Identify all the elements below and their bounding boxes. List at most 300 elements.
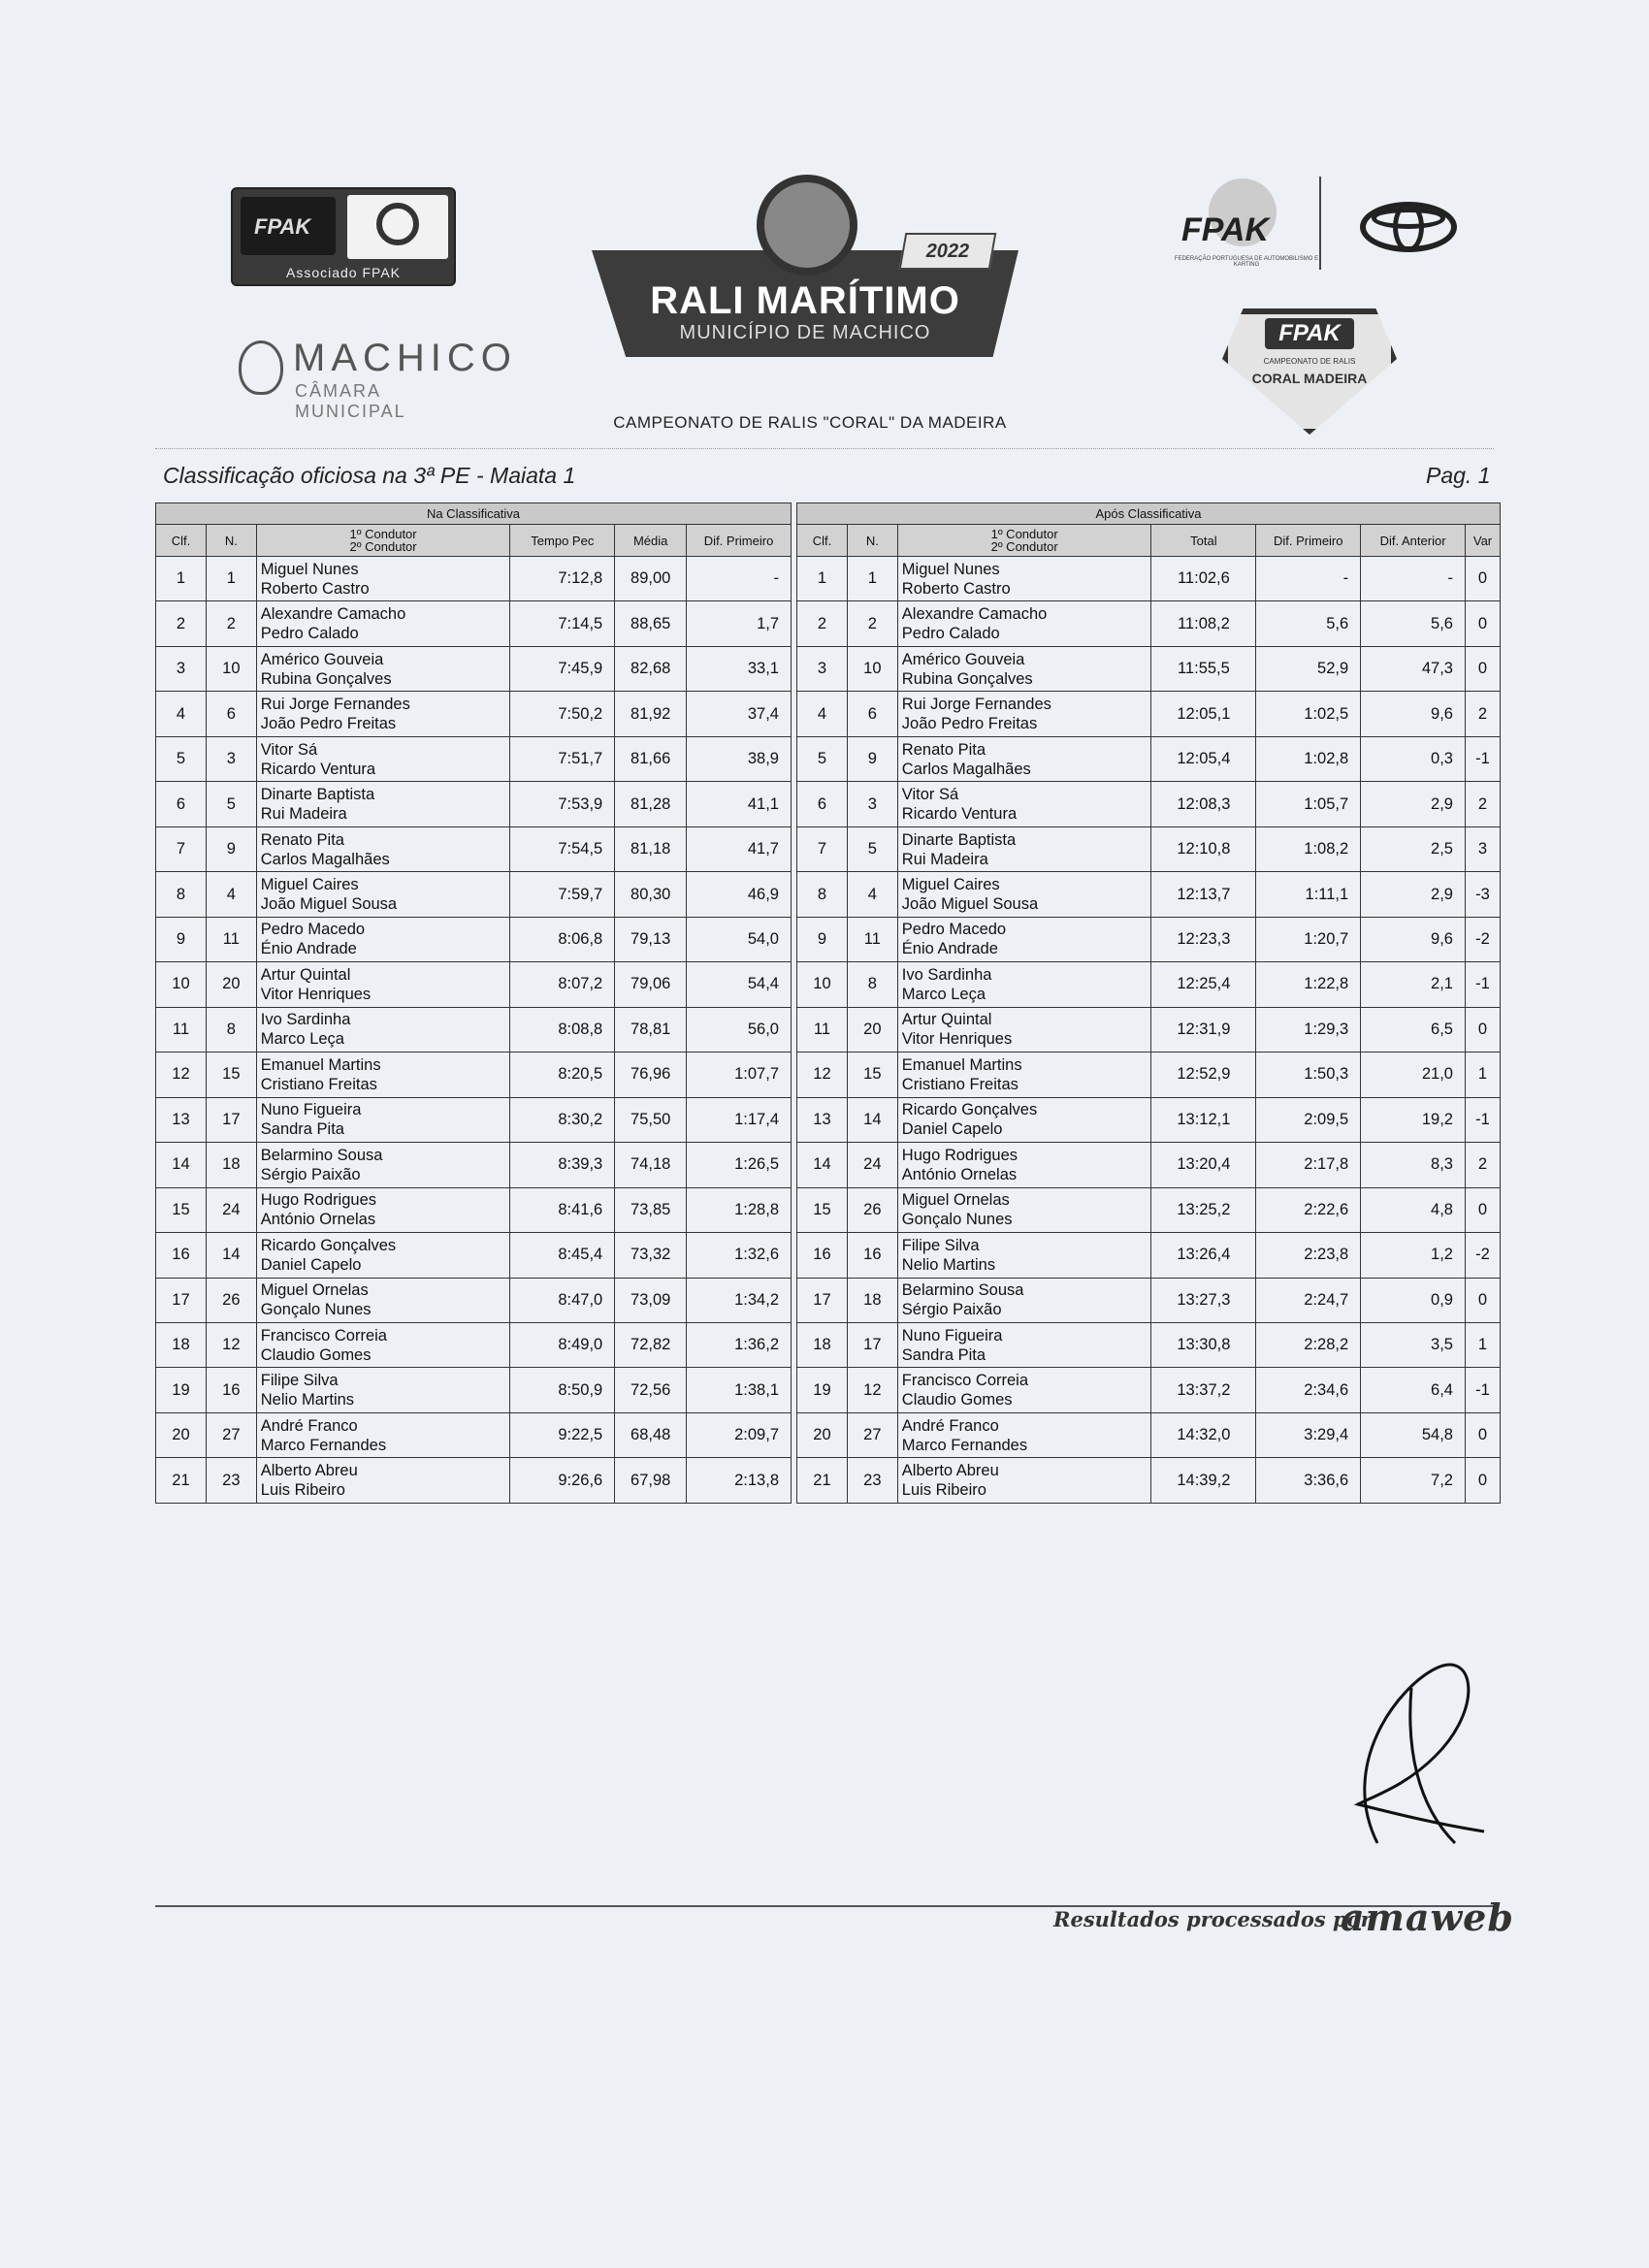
clf-cell: 11	[797, 1007, 848, 1052]
drivers-cell	[256, 646, 510, 691]
col-cond2: 2º Condutor	[990, 539, 1058, 554]
dif-anterior-cell: 7,2	[1361, 1458, 1466, 1503]
var-cell: 0	[1465, 1458, 1500, 1503]
car-number-cell: 12	[847, 1368, 897, 1412]
tempo-cell: 8:07,2	[510, 962, 615, 1007]
table-row	[797, 782, 1501, 826]
dif-cell: 46,9	[687, 872, 792, 917]
clf-cell: 15	[156, 1187, 207, 1232]
var-cell: 0	[1465, 1278, 1500, 1322]
drivers-cell	[897, 782, 1151, 826]
dif-primeiro-cell: 2:24,7	[1256, 1278, 1361, 1322]
dif-anterior-cell: 9,6	[1361, 917, 1466, 961]
dif-primeiro-cell: 1:08,2	[1256, 826, 1361, 871]
table-row	[156, 782, 792, 826]
coral-fpak: FPAK	[1265, 318, 1354, 349]
car-number-cell: 16	[847, 1233, 897, 1278]
drivers-cell	[256, 736, 510, 781]
driver-2: Daniel Capelo	[260, 1255, 362, 1274]
drivers-cell	[897, 1458, 1151, 1503]
car-number-cell: 9	[206, 826, 256, 871]
col-n: N.	[847, 525, 897, 557]
dif-cell: 1:28,8	[687, 1187, 792, 1232]
dif-anterior-cell: 0,3	[1361, 736, 1466, 781]
var-cell: 0	[1465, 646, 1500, 691]
tempo-cell: 8:39,3	[510, 1143, 615, 1187]
drivers-cell	[897, 1143, 1151, 1187]
drivers-cell	[897, 1187, 1151, 1232]
media-cell: 73,85	[615, 1187, 687, 1232]
driver-1: Vitor Sá	[260, 740, 318, 759]
car-number-cell: 26	[206, 1278, 256, 1322]
driver-2: João Pedro Freitas	[260, 715, 397, 733]
total-cell: 13:20,4	[1151, 1143, 1256, 1187]
dif-cell: 33,1	[687, 646, 792, 691]
table-row	[156, 872, 792, 917]
driver-1: Ricardo Gonçalves	[901, 1101, 1038, 1119]
dif-primeiro-cell: 1:02,5	[1256, 692, 1361, 736]
driver-2: Gonçalo Nunes	[260, 1301, 372, 1319]
driver-2: Claudio Gomes	[260, 1345, 372, 1364]
drivers-cell	[256, 1007, 510, 1052]
col-var: Var	[1465, 525, 1500, 557]
fpak-logo	[1174, 175, 1319, 272]
driver-1: Belarmino Sousa	[901, 1281, 1024, 1300]
driver-2: Vitor Henriques	[260, 985, 372, 1003]
clf-cell: 1	[797, 557, 848, 601]
car-number-cell: 11	[847, 917, 897, 961]
driver-2: Marco Leça	[260, 1030, 344, 1049]
signature-icon	[1319, 1649, 1494, 1872]
driver-1: Américo Gouveia	[901, 650, 1025, 668]
clf-cell: 5	[156, 736, 207, 781]
dif-cell: 1:17,4	[687, 1097, 792, 1142]
var-cell: -1	[1465, 962, 1500, 1007]
driver-2: Rubina Gonçalves	[901, 669, 1033, 688]
driver-2: Carlos Magalhães	[901, 760, 1031, 778]
driver-1: Filipe Silva	[260, 1372, 339, 1390]
driver-2: Énio Andrade	[901, 940, 998, 958]
table-row	[797, 1097, 1501, 1142]
dif-cell: 1:38,1	[687, 1368, 792, 1412]
car-number-cell: 12	[206, 1322, 256, 1367]
total-cell: 11:55,5	[1151, 646, 1256, 691]
dif-primeiro-cell: 2:34,6	[1256, 1368, 1361, 1412]
driver-1: Francisco Correia	[260, 1326, 387, 1345]
tempo-cell: 8:47,0	[510, 1278, 615, 1322]
car-number-cell: 1	[847, 557, 897, 601]
col-clf: Clf.	[156, 525, 207, 557]
drivers-cell	[256, 1458, 510, 1503]
clf-cell: 3	[156, 646, 207, 691]
car-number-cell: 11	[206, 917, 256, 961]
driver-1: Miguel Caires	[901, 876, 1000, 894]
clf-cell: 16	[156, 1233, 207, 1278]
machico-sub: CÂMARA MUNICIPAL	[295, 381, 406, 421]
driver-1: Miguel Nunes	[901, 560, 1000, 578]
drivers-cell	[897, 826, 1151, 871]
drivers-cell	[256, 1322, 510, 1367]
fpak-federation: FEDERAÇÃO PORTUGUESA DE AUTOMOBILISMO E KARTING	[1174, 256, 1319, 268]
drivers-cell	[256, 962, 510, 1007]
driver-2: Nelio Martins	[260, 1391, 355, 1409]
car-number-cell: 4	[206, 872, 256, 917]
dif-anterior-cell: 47,3	[1361, 646, 1466, 691]
clf-cell: 3	[797, 646, 848, 691]
driver-2: Nelio Martins	[901, 1255, 996, 1274]
clf-cell: 21	[156, 1458, 207, 1503]
table-row	[797, 1458, 1501, 1503]
total-cell: 12:31,9	[1151, 1007, 1256, 1052]
car-number-cell: 3	[206, 736, 256, 781]
car-number-cell: 6	[847, 692, 897, 736]
drivers-cell	[897, 692, 1151, 736]
total-cell: 14:32,0	[1151, 1412, 1256, 1457]
var-cell: 0	[1465, 601, 1500, 646]
driver-2: Gonçalo Nunes	[901, 1211, 1013, 1229]
table-row	[156, 1007, 792, 1052]
clf-cell: 12	[156, 1053, 207, 1097]
total-cell: 12:13,7	[1151, 872, 1256, 917]
dif-primeiro-cell: 3:36,6	[1256, 1458, 1361, 1503]
car-number-cell: 23	[206, 1458, 256, 1503]
dif-anterior-cell: -	[1361, 557, 1466, 601]
clf-cell: 19	[156, 1368, 207, 1412]
page-number: Pag. 1	[1426, 463, 1491, 488]
var-cell: 1	[1465, 1322, 1500, 1367]
media-cell: 81,28	[615, 782, 687, 826]
var-cell: -1	[1465, 1368, 1500, 1412]
dif-anterior-cell: 3,5	[1361, 1322, 1466, 1367]
total-cell: 13:12,1	[1151, 1097, 1256, 1142]
drivers-cell	[256, 1412, 510, 1457]
dif-cell: 1:34,2	[687, 1278, 792, 1322]
table-row	[156, 601, 792, 646]
dif-primeiro-cell: 52,9	[1256, 646, 1361, 691]
car-number-cell: 10	[206, 646, 256, 691]
clf-cell: 9	[797, 917, 848, 961]
driver-2: Marco Fernandes	[260, 1436, 387, 1454]
clf-cell: 13	[797, 1097, 848, 1142]
driver-1: André Franco	[901, 1416, 999, 1435]
media-cell: 73,32	[615, 1233, 687, 1278]
drivers-cell	[256, 1233, 510, 1278]
media-cell: 88,65	[615, 601, 687, 646]
drivers-cell	[897, 1368, 1151, 1412]
driver-2: António Ornelas	[260, 1211, 376, 1229]
total-cell: 12:08,3	[1151, 782, 1256, 826]
driver-1: Emanuel Martins	[260, 1055, 381, 1074]
clf-cell: 8	[797, 872, 848, 917]
car-number-cell: 3	[847, 782, 897, 826]
dif-cell: 2:09,7	[687, 1412, 792, 1457]
total-cell: 12:52,9	[1151, 1053, 1256, 1097]
total-cell: 12:23,3	[1151, 917, 1256, 961]
car-number-cell: 23	[847, 1458, 897, 1503]
coral-name: CORAL MADEIRA	[1251, 371, 1368, 386]
clf-cell: 17	[156, 1278, 207, 1322]
table-row	[156, 1368, 792, 1412]
fpak-badge-text: FPAK	[254, 214, 311, 239]
drivers-cell	[897, 736, 1151, 781]
amaweb-logo: amaweb	[1341, 1895, 1514, 1939]
dif-primeiro-cell: 1:22,8	[1256, 962, 1361, 1007]
drivers-cell	[897, 557, 1151, 601]
tempo-cell: 8:30,2	[510, 1097, 615, 1142]
driver-2: João Miguel Sousa	[901, 895, 1039, 914]
table-row	[797, 917, 1501, 961]
tempo-cell: 8:45,4	[510, 1233, 615, 1278]
dif-primeiro-cell: 1:20,7	[1256, 917, 1361, 961]
toyota-logo-icon	[1360, 202, 1457, 252]
var-cell: 0	[1465, 1007, 1500, 1052]
dif-primeiro-cell: 1:05,7	[1256, 782, 1361, 826]
media-cell: 79,13	[615, 917, 687, 961]
driver-2: Ricardo Ventura	[260, 760, 376, 778]
clf-cell: 10	[156, 962, 207, 1007]
drivers-cell	[897, 1322, 1151, 1367]
table-row	[797, 557, 1501, 601]
var-cell: 2	[1465, 782, 1500, 826]
machico-logo	[239, 333, 517, 421]
total-cell: 13:30,8	[1151, 1322, 1256, 1367]
col-condutores	[256, 525, 510, 557]
var-cell: 1	[1465, 1053, 1500, 1097]
car-number-cell: 16	[206, 1368, 256, 1412]
car-number-cell: 15	[206, 1053, 256, 1097]
dif-cell: 37,4	[687, 692, 792, 736]
driver-2: Ricardo Ventura	[901, 805, 1018, 824]
table-row	[797, 1053, 1501, 1097]
var-cell: 2	[1465, 1143, 1500, 1187]
dif-anterior-cell: 2,9	[1361, 872, 1466, 917]
var-cell: 0	[1465, 557, 1500, 601]
car-number-cell: 20	[847, 1007, 897, 1052]
driver-1: Ivo Sardinha	[901, 965, 992, 984]
dif-anterior-cell: 54,8	[1361, 1412, 1466, 1457]
table-row	[797, 1368, 1501, 1412]
driver-1: Artur Quintal	[901, 1011, 992, 1029]
driver-2: Énio Andrade	[260, 940, 357, 958]
tempo-cell: 7:53,9	[510, 782, 615, 826]
car-number-cell: 2	[206, 601, 256, 646]
clf-cell: 16	[797, 1233, 848, 1278]
table-row	[797, 1007, 1501, 1052]
clf-cell: 15	[797, 1187, 848, 1232]
total-cell: 12:05,4	[1151, 736, 1256, 781]
rali-subtitle: MUNICÍPIO DE MACHICO	[679, 322, 931, 343]
rali-maritimo-logo	[592, 175, 1018, 378]
drivers-cell	[256, 601, 510, 646]
dif-cell: 1:07,7	[687, 1053, 792, 1097]
dif-primeiro-cell: 2:17,8	[1256, 1143, 1361, 1187]
table-row	[156, 1412, 792, 1457]
driver-2: Claudio Gomes	[901, 1391, 1013, 1409]
col-clf: Clf.	[797, 525, 848, 557]
tempo-cell: 8:08,8	[510, 1007, 615, 1052]
car-number-cell: 17	[206, 1097, 256, 1142]
driver-2: Cristiano Freitas	[901, 1075, 1018, 1093]
table-row	[156, 1278, 792, 1322]
drivers-cell	[897, 646, 1151, 691]
car-number-cell: 24	[847, 1143, 897, 1187]
driver-2: João Pedro Freitas	[901, 715, 1038, 733]
drivers-cell	[897, 872, 1151, 917]
media-cell: 78,81	[615, 1007, 687, 1052]
clf-cell: 17	[797, 1278, 848, 1322]
drivers-cell	[256, 1368, 510, 1412]
media-cell: 81,18	[615, 826, 687, 871]
clf-cell: 21	[797, 1458, 848, 1503]
tempo-cell: 9:26,6	[510, 1458, 615, 1503]
driver-1: Miguel Ornelas	[901, 1191, 1010, 1210]
table-row	[156, 646, 792, 691]
driver-2: Sérgio Paixão	[260, 1165, 361, 1183]
driver-1: Dinarte Baptista	[901, 830, 1017, 849]
total-cell: 13:26,4	[1151, 1233, 1256, 1278]
media-cell: 81,66	[615, 736, 687, 781]
media-cell: 72,56	[615, 1368, 687, 1412]
dif-primeiro-cell: 2:23,8	[1256, 1233, 1361, 1278]
dif-anterior-cell: 21,0	[1361, 1053, 1466, 1097]
car-number-cell: 18	[206, 1143, 256, 1187]
car-number-cell: 27	[847, 1412, 897, 1457]
var-cell: -2	[1465, 917, 1500, 961]
driver-1: Alexandre Camacho	[901, 605, 1048, 624]
car-number-cell: 5	[847, 826, 897, 871]
dif-anterior-cell: 1,2	[1361, 1233, 1466, 1278]
var-cell: 2	[1465, 692, 1500, 736]
clf-cell: 13	[156, 1097, 207, 1142]
logo-divider	[1319, 177, 1321, 270]
lion-emblem-icon	[757, 175, 857, 275]
driver-2: Sandra Pita	[260, 1120, 344, 1139]
dif-primeiro-cell: 2:09,5	[1256, 1097, 1361, 1142]
driver-2: Rui Madeira	[260, 805, 347, 824]
car-number-cell: 5	[206, 782, 256, 826]
driver-2: Vitor Henriques	[901, 1030, 1013, 1049]
driver-1: Francisco Correia	[901, 1372, 1029, 1390]
col-cond1: 1º Condutor	[990, 527, 1058, 541]
clf-cell: 4	[156, 692, 207, 736]
dif-anterior-cell: 0,9	[1361, 1278, 1466, 1322]
car-number-cell: 6	[206, 692, 256, 736]
total-cell: 13:37,2	[1151, 1368, 1256, 1412]
driver-2: Roberto Castro	[260, 579, 370, 598]
drivers-cell	[897, 1233, 1151, 1278]
media-cell: 68,48	[615, 1412, 687, 1457]
media-cell: 67,98	[615, 1458, 687, 1503]
divider	[155, 448, 1494, 449]
col-dif: Dif. Primeiro	[687, 525, 792, 557]
driver-1: Miguel Caires	[260, 876, 359, 894]
dif-anterior-cell: 6,5	[1361, 1007, 1466, 1052]
dif-cell: 38,9	[687, 736, 792, 781]
driver-1: Américo Gouveia	[260, 650, 384, 668]
car-number-cell: 14	[847, 1097, 897, 1142]
driver-1: Renato Pita	[260, 830, 344, 849]
dif-cell: 1:36,2	[687, 1322, 792, 1367]
championship-title: CAMPEONATO DE RALIS "CORAL" DA MADEIRA	[613, 413, 1007, 432]
car-number-cell: 8	[206, 1007, 256, 1052]
clf-cell: 14	[156, 1143, 207, 1187]
car-number-cell: 18	[847, 1278, 897, 1322]
driver-1: Pedro Macedo	[901, 921, 1007, 939]
clf-cell: 4	[797, 692, 848, 736]
car-number-cell: 20	[206, 962, 256, 1007]
car-number-cell: 1	[206, 557, 256, 601]
driver-2: Marco Fernandes	[901, 1436, 1028, 1454]
dif-anterior-cell: 5,6	[1361, 601, 1466, 646]
col-dif-primeiro: Dif. Primeiro	[1256, 525, 1361, 557]
dif-anterior-cell: 19,2	[1361, 1097, 1466, 1142]
driver-1: Alexandre Camacho	[260, 605, 406, 624]
fpak-word: FPAK	[1181, 211, 1270, 248]
rali-title: RALI MARÍTIMO	[650, 279, 960, 322]
media-cell: 80,30	[615, 872, 687, 917]
driver-1: Miguel Nunes	[260, 560, 359, 578]
clf-cell: 19	[797, 1368, 848, 1412]
table-row	[797, 1412, 1501, 1457]
dif-anterior-cell: 8,3	[1361, 1143, 1466, 1187]
dif-cell: 56,0	[687, 1007, 792, 1052]
driver-1: Belarmino Sousa	[260, 1146, 383, 1164]
processed-by: Resultados processados por	[1053, 1907, 1372, 1931]
drivers-cell	[256, 1053, 510, 1097]
driver-1: Ivo Sardinha	[260, 1011, 351, 1029]
car-number-cell: 26	[847, 1187, 897, 1232]
fpak-badge	[241, 197, 336, 255]
car-number-cell: 8	[847, 962, 897, 1007]
driver-2: Cristiano Freitas	[260, 1075, 377, 1093]
driver-1: Alberto Abreu	[260, 1462, 358, 1480]
table-row	[156, 917, 792, 961]
stage-results-table	[155, 502, 792, 1504]
table-row	[797, 962, 1501, 1007]
driver-1: Dinarte Baptista	[260, 786, 375, 804]
total-cell: 11:08,2	[1151, 601, 1256, 646]
dif-primeiro-cell: -	[1256, 557, 1361, 601]
table-row	[797, 826, 1501, 871]
clf-cell: 20	[797, 1412, 848, 1457]
clf-cell: 18	[156, 1322, 207, 1367]
driver-2: Carlos Magalhães	[260, 850, 390, 868]
clf-cell: 2	[797, 601, 848, 646]
tempo-cell: 7:59,7	[510, 872, 615, 917]
associado-label: Associado FPAK	[285, 265, 401, 280]
car-number-cell: 14	[206, 1233, 256, 1278]
dif-cell: 1,7	[687, 601, 792, 646]
col-n: N.	[206, 525, 256, 557]
dif-anterior-cell: 2,9	[1361, 782, 1466, 826]
clf-cell: 6	[797, 782, 848, 826]
table-row	[156, 826, 792, 871]
table-row	[156, 962, 792, 1007]
table-row	[797, 646, 1501, 691]
tempo-cell: 7:45,9	[510, 646, 615, 691]
crest-icon	[239, 340, 283, 395]
var-cell: 0	[1465, 1412, 1500, 1457]
drivers-cell	[256, 1097, 510, 1142]
driver-1: Renato Pita	[901, 740, 986, 759]
tempo-cell: 7:12,8	[510, 557, 615, 601]
drivers-cell	[897, 917, 1151, 961]
drivers-cell	[256, 1278, 510, 1322]
driver-1: Pedro Macedo	[260, 921, 366, 939]
col-cond1: 1º Condutor	[349, 527, 417, 541]
driver-2: João Miguel Sousa	[260, 895, 398, 914]
clf-cell: 12	[797, 1053, 848, 1097]
